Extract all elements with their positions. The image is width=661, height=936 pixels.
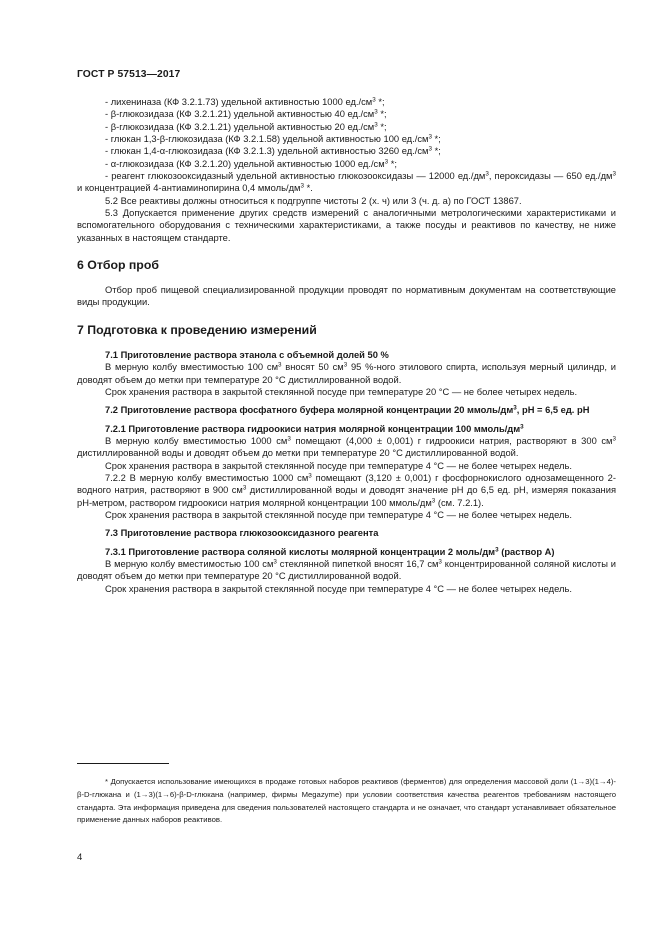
page-number: 4 bbox=[77, 852, 83, 863]
list-item bbox=[77, 121, 616, 133]
clause-7-2-heading bbox=[77, 404, 616, 416]
list-item bbox=[77, 145, 616, 157]
superscript: 3 bbox=[612, 170, 616, 178]
footnote-mark: *; bbox=[375, 97, 385, 107]
text-run: (раствор А) bbox=[498, 546, 555, 557]
clause-7-3-1-text bbox=[77, 558, 616, 583]
text-run: дистиллированной воды и доводят значение рН до 6,5 ед. рН, измеряя показания рН-метром, раствором гидроокиси натрия молярной концентрации 100 ммоль/дм bbox=[77, 485, 616, 508]
footnote-mark: *; bbox=[388, 158, 398, 169]
superscript: 3 bbox=[374, 121, 378, 129]
list-item-text: - глюкан 1,4-α-глюкозидаза (КФ 3.2.1.3) удельной активностью 3260 ед./см bbox=[105, 146, 429, 157]
list-item bbox=[77, 133, 616, 145]
superscript: 3 bbox=[612, 435, 616, 443]
list-item-text: - α-глюкозидаза (КФ 3.2.1.20) удельной активностью 1000 ед./см bbox=[105, 158, 385, 169]
text-run: (см. 7.2.1). bbox=[435, 497, 484, 508]
list-item bbox=[77, 96, 616, 108]
superscript: 3 bbox=[372, 96, 376, 104]
text-run: В мерную колбу вместимостью 100 см bbox=[105, 362, 279, 373]
list-item bbox=[77, 158, 616, 170]
text-run: - реагент глюкозооксидазный удельной активностью глюкозооксидазы — 12000 ед./дм bbox=[105, 171, 486, 182]
list-item-text: - β-глюкозидаза (КФ 3.2.1.21) удельной активностью 40 ед./см bbox=[105, 109, 375, 120]
clause-7-2-1-text bbox=[77, 435, 616, 460]
superscript: 3 bbox=[428, 133, 432, 141]
footnote-mark: *; bbox=[431, 146, 441, 157]
list-item-text: - β-глюкозидаза (КФ 3.2.1.21) удельной активностью 20 ед./см bbox=[105, 121, 375, 132]
superscript: 3 bbox=[438, 558, 442, 566]
footnote-mark: *; bbox=[431, 134, 441, 145]
clause-7-2-2-text bbox=[77, 472, 616, 509]
clause-7-2-1-storage: Срок хранения раствора в закрытой стеклянной посуде при температуре 4 °С — не более четырех недель. bbox=[105, 460, 572, 471]
superscript: 3 bbox=[287, 435, 291, 443]
clause-7-2-2-storage: Срок хранения раствора в закрытой стеклянной посуде при температуре 4 °С — не более четырех недель. bbox=[105, 509, 572, 520]
text-run: помещают (4,000 ± 0,001) г гидроокиси натрия, растворяют в 300 см bbox=[290, 435, 613, 446]
clause-7-1-heading: 7.1 Приготовление раствора этанола с объемной долей 50 % bbox=[105, 349, 389, 360]
superscript: 3 bbox=[384, 158, 389, 166]
clause-7-2-1-heading bbox=[77, 423, 616, 435]
text-run: В мерную колбу вместимостью 100 см bbox=[105, 558, 274, 569]
list-item bbox=[77, 108, 616, 120]
superscript: 3 bbox=[374, 108, 378, 116]
text-run: концентрированной соляной кислоты и доводят объем до метки при температуре 20 °С дистиллированной водой. bbox=[77, 558, 616, 582]
superscript: 3 bbox=[273, 558, 277, 566]
footnote-mark: *. bbox=[303, 183, 313, 194]
clause-7-1-storage: Срок хранения раствора в закрытой стеклянной посуде при температуре 20 °С — не более четырех недель. bbox=[105, 386, 578, 397]
superscript: 3 bbox=[278, 361, 282, 369]
footnote-mark: *; bbox=[377, 109, 387, 120]
list-item-text: - глюкан 1,3-β-глюкозидаза (КФ 3.2.1.58) удельной активностью 100 ед./см bbox=[105, 134, 429, 145]
document-body bbox=[77, 96, 616, 595]
footnote: * Допускается использование имеющихся в продаже готовых наборов реактивов (ферментов) для определения массовой доли (1→3)(1→4)-β-D-глюкана и (1→3)(1→6)-β-D-глюкана (например, фирмы Megazyme) при условии соответствия качества реагентов требованиям настоящего стандарта. Эта информация приведена для сведения пользователей настоящего стандарта и не означает, что стандарт устанавливает обязательное применение данных наборов реактивов. bbox=[77, 776, 616, 825]
superscript: 3 bbox=[431, 497, 436, 505]
spacer bbox=[77, 273, 616, 284]
list-item-text: - лихениназа (КФ 3.2.1.73) удельной активностью 1000 ед./см bbox=[105, 97, 373, 107]
superscript: 3 bbox=[300, 183, 304, 191]
text-run: помещают (3,120 ± 0,001) г фосфорнокислого однозамещенного 2-водного натрия, растворяют в 900 см bbox=[77, 472, 616, 496]
superscript: 3 bbox=[428, 145, 432, 153]
spacer bbox=[77, 338, 616, 349]
clause-7-3-1-storage: Срок хранения раствора в закрытой стеклянной посуде при температуре 4 °С — не более четырех недель. bbox=[105, 583, 572, 594]
clause-5-3: 5.3 Допускается применение других средств измерений с аналогичными метрологическими характеристиками и вспомогательного оборудования с техническими характеристиками, а также посуды и реактивов по качеству, не ниже указанных в настоящем стандарте. bbox=[77, 208, 616, 243]
document-header: ГОСТ Р 57513—2017 bbox=[77, 69, 181, 80]
text-run: 7.2.2 В мерную колбу вместимостью 1000 см bbox=[105, 472, 309, 483]
section-6-heading: 6 Отбор проб bbox=[77, 258, 159, 273]
text-run: 7.2 Приготовление раствора фосфатного буфера молярной концентрации 20 ммоль/дм bbox=[105, 405, 514, 416]
spacer bbox=[77, 309, 616, 323]
superscript: 3 bbox=[308, 472, 312, 480]
superscript: 3 bbox=[513, 404, 517, 412]
text-run: 7.3.1 Приготовление раствора соляной кислоты молярной концентрации 2 моль/дм bbox=[105, 546, 496, 557]
text-run: , рН = 6,5 ед. рН bbox=[516, 405, 590, 416]
text-run: 95 %-ного этилового спирта, используя мерный цилиндр, и доводят объем до метки при температуре 20 °С дистиллированной водой. bbox=[77, 362, 617, 385]
clause-7-3-1-heading bbox=[77, 546, 616, 558]
text-run: 7.2.1 Приготовление раствора гидроокиси натрия молярной концентрации 100 ммоль/дм bbox=[105, 423, 521, 434]
superscript: 3 bbox=[343, 361, 348, 369]
footnote-mark: *; bbox=[377, 121, 387, 132]
superscript: 3 bbox=[242, 484, 247, 492]
text-run: стеклянной пипеткой вносят 16,7 см bbox=[276, 558, 439, 569]
clause-7-3-heading: 7.3 Приготовление раствора глюкозооксидазного реагента bbox=[105, 528, 379, 539]
reagent-item bbox=[77, 170, 616, 195]
clause-5-2: 5.2 Все реактивы должны относиться к подгруппе чистоты 2 (х. ч) или 3 (ч. д. а) по ГОСТ 13867. bbox=[105, 195, 522, 206]
section-7-heading: 7 Подготовка к проведению измерений bbox=[77, 322, 317, 337]
spacer bbox=[77, 244, 616, 258]
text-run: и концентрацией 4-антиаминопирина 0,4 ммоль/дм bbox=[77, 183, 301, 194]
superscript: 3 bbox=[495, 546, 499, 554]
text-run: дистиллированной воды и доводят объем до метки при температуре 20 °С дистиллированной водой. bbox=[77, 448, 519, 459]
text-run: вносят 50 см bbox=[281, 362, 344, 373]
section-6-text: Отбор проб пищевой специализированной продукции проводят по нормативным документам на соответствующие виды продукции. bbox=[77, 285, 616, 308]
text-run: , пероксидазы — 650 ед./дм bbox=[488, 171, 613, 182]
clause-7-1-text bbox=[77, 361, 616, 386]
superscript: 3 bbox=[485, 170, 489, 178]
superscript: 3 bbox=[520, 423, 524, 431]
footnote-separator bbox=[77, 763, 169, 764]
text-run: В мерную колбу вместимостью 1000 см bbox=[105, 435, 288, 446]
